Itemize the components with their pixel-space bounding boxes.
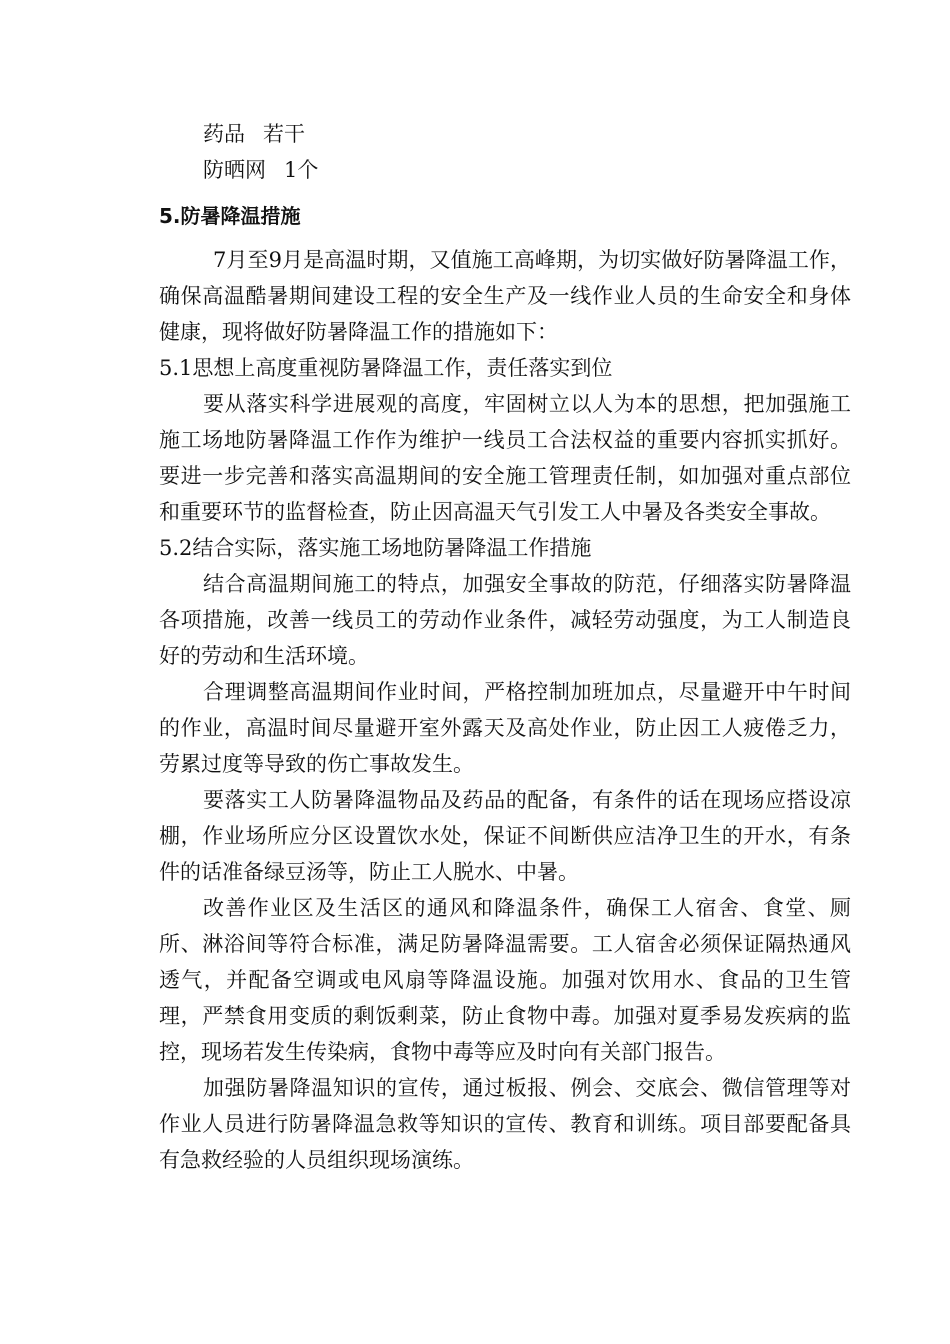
subsection-title-5-1: 5.1思想上高度重视防暑降温工作，责任落实到位 [159, 356, 613, 380]
supply-item-medicine [159, 116, 851, 152]
document-body [159, 116, 851, 1178]
paragraph: 要从落实科学进展观的高度，牢固树立以人为本的思想，把加强施工施工场地防暑降温工作作为维护一线员工合法权益的重要内容抓实抓好。要进一步完善和落实高温期间的安全施工管理责任制，如加强对重点部位和重要环节的监督检查，防止因高温天气引发工人中暑及各类安全事故。 [159, 392, 851, 524]
supply-item-name: 防晒网 [203, 158, 266, 182]
supply-item-sunshade-net [159, 152, 851, 188]
supply-item-qty: 1个 [284, 158, 319, 182]
paragraph: 要落实工人防暑降温物品及药品的配备，有条件的话在现场应搭设凉棚，作业场所应分区设置饮水处，保证不间断供应洁净卫生的开水，有条件的话准备绿豆汤等，防止工人脱水、中暑。 [159, 788, 851, 884]
paragraph: 加强防暑降温知识的宣传，通过板报、例会、交底会、微信管理等对作业人员进行防暑降温急救等知识的宣传、教育和训练。项目部要配备具有急救经验的人员组织现场演练。 [159, 1076, 851, 1172]
section-title: 5.防暑降温措施 [159, 204, 301, 228]
supply-item-name: 药品 [203, 122, 245, 146]
paragraph: 改善作业区及生活区的通风和降温条件，确保工人宿舍、食堂、厕所、淋浴间等符合标准，满足防暑降温需要。工人宿舍必须保证隔热通风透气，并配备空调或电风扇等降温设施。加强对饮用水、食品的卫生管理，严禁食用变质的剩饭剩菜，防止食物中毒。加强对夏季易发疾病的监控，现场若发生传染病，食物中毒等应及时向有关部门报告。 [159, 896, 851, 1064]
intro-paragraph: 7月至9月是高温时期，又值施工高峰期，为切实做好防暑降温工作，确保高温酷暑期间建设工程的安全生产及一线作业人员的生命安全和身体健康，现将做好防暑降温工作的措施如下： [159, 248, 851, 344]
paragraph: 结合高温期间施工的特点，加强安全事故的防范，仔细落实防暑降温各项措施，改善一线员工的劳动作业条件，减轻劳动强度，为工人制造良好的劳动和生活环境。 [159, 572, 851, 668]
paragraph: 合理调整高温期间作业时间，严格控制加班加点，尽量避开中午时间的作业，高温时间尽量避开室外露天及高处作业，防止因工人疲倦乏力，劳累过度等导致的伤亡事故发生。 [159, 680, 851, 776]
subsection-title-5-2: 5.2结合实际，落实施工场地防暑降温工作措施 [159, 536, 592, 560]
supply-item-qty: 若干 [263, 122, 305, 146]
